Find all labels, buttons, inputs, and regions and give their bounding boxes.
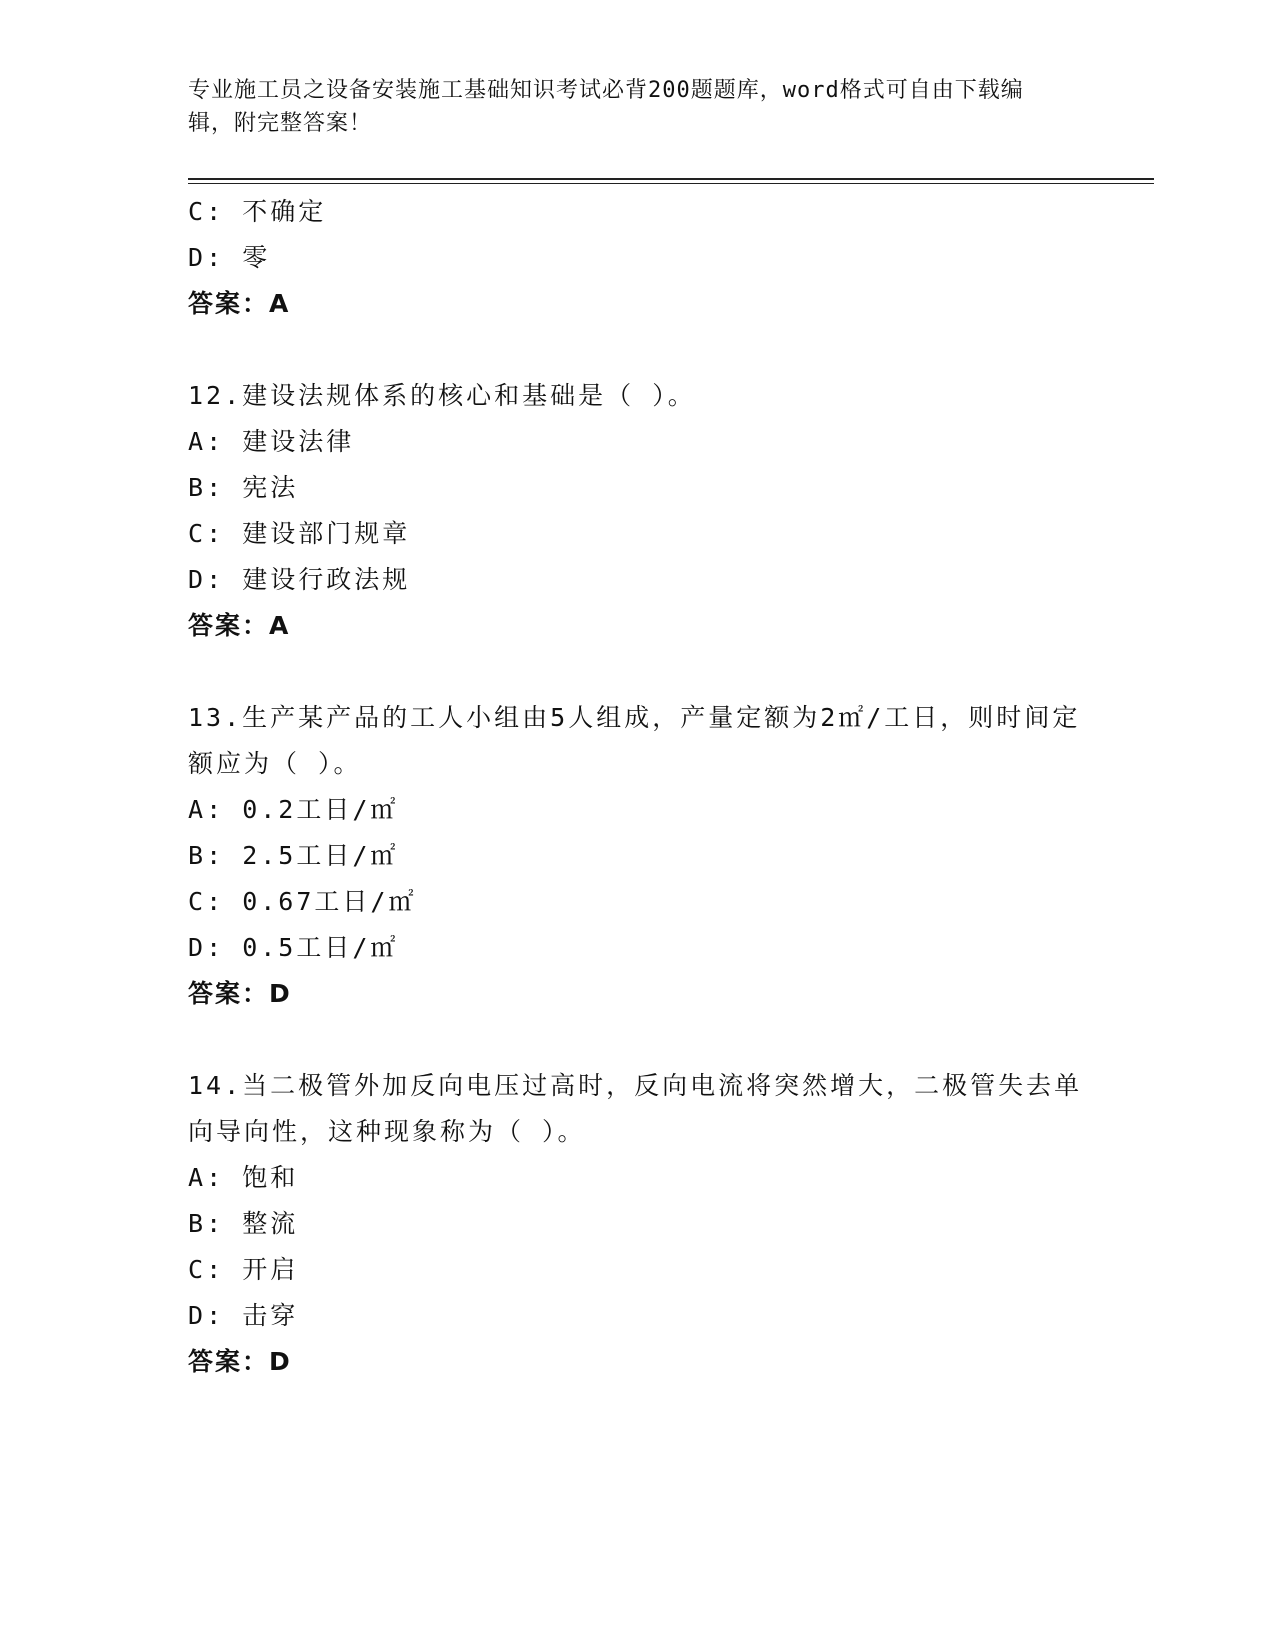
option-separator: : [206,841,225,870]
option-text: 0.67工日/㎡ [242,887,417,916]
option-text: 建设部门规章 [242,519,411,548]
answer-line [188,603,1088,649]
option-separator: : [206,565,225,594]
option-label: A [188,1163,207,1192]
option-text: 整流 [242,1209,299,1238]
option-text: 开启 [242,1255,299,1284]
option-text: 建设行政法规 [242,565,411,594]
option-b [188,1201,1088,1247]
option-separator: : [206,887,225,916]
answer-value: A [269,289,291,318]
option-label: C [188,519,207,548]
option-d [188,1293,1088,1339]
answer-value: A [269,611,291,640]
question-number: 13. [188,703,243,732]
option-label: A [188,795,207,824]
answer-prefix: 答案： [188,289,270,318]
option-label: D [188,243,207,272]
option-separator: : [206,197,225,226]
option-text: 建设法律 [242,427,355,456]
option-label: B [188,841,207,870]
option-label: A [188,427,207,456]
option-label: B [188,1209,207,1238]
option-b [188,833,1088,879]
option-label: C [188,197,207,226]
option-text: 零 [242,243,271,272]
header-divider-thick [188,178,1154,180]
answer-line [188,281,1088,327]
option-text: 不确定 [242,197,327,226]
option-separator: : [206,1163,225,1192]
question-stem [188,373,1088,419]
option-d [188,925,1088,971]
option-label: C [188,1255,207,1284]
option-separator: : [206,427,225,456]
option-separator: : [206,473,225,502]
option-a [188,787,1088,833]
question-11-continuation [188,189,1088,327]
option-label: B [188,473,207,502]
option-label: C [188,887,207,916]
question-stem [188,695,1088,787]
option-c [188,511,1088,557]
option-d [188,557,1088,603]
option-text: 饱和 [242,1163,299,1192]
option-separator: : [206,1209,225,1238]
option-label: D [188,565,207,594]
option-c [188,189,1088,235]
option-text: 宪法 [242,473,299,502]
question-14 [188,1063,1088,1385]
option-text: 0.2工日/㎡ [242,795,399,824]
option-c [188,1247,1088,1293]
option-b [188,465,1088,511]
question-text: 建设法规体系的核心和基础是（ ）。 [242,381,696,410]
answer-line [188,971,1088,1017]
question-stem [188,1063,1088,1155]
option-a [188,1155,1088,1201]
question-13 [188,695,1088,1017]
answer-prefix: 答案： [188,1347,270,1376]
option-label: D [188,1301,207,1330]
question-text: 生产某产品的工人小组由5人组成，产量定额为2㎡/工日，则时间定额应为（ ）。 [188,703,1081,778]
option-text: 0.5工日/㎡ [242,933,399,962]
answer-prefix: 答案： [188,611,270,640]
spacer [188,649,1088,695]
option-a [188,419,1088,465]
option-separator: : [206,1301,225,1330]
option-d [188,235,1088,281]
answer-prefix: 答案： [188,979,270,1008]
answer-value: D [269,1347,292,1376]
spacer [188,327,1088,373]
option-separator: : [206,519,225,548]
question-number: 14. [188,1071,243,1100]
option-c [188,879,1088,925]
document-header-title: 专业施工员之设备安装施工基础知识考试必背200题题库，word格式可自由下载编辑，附完整答案！ [188,78,1024,136]
question-number: 12. [188,381,243,410]
header-divider-thin [188,183,1154,184]
question-text: 当二极管外加反向电压过高时，反向电流将突然增大，二极管失去单向导向性，这种现象称为（ ）。 [188,1071,1083,1146]
option-label: D [188,933,207,962]
option-text: 击穿 [242,1301,299,1330]
answer-value: D [269,979,292,1008]
option-separator: : [206,1255,225,1284]
question-list [188,189,1088,1385]
option-separator: : [206,795,225,824]
option-separator: : [206,243,225,272]
answer-line [188,1339,1088,1385]
option-separator: : [206,933,225,962]
spacer [188,1017,1088,1063]
option-text: 2.5工日/㎡ [242,841,399,870]
question-12 [188,373,1088,649]
